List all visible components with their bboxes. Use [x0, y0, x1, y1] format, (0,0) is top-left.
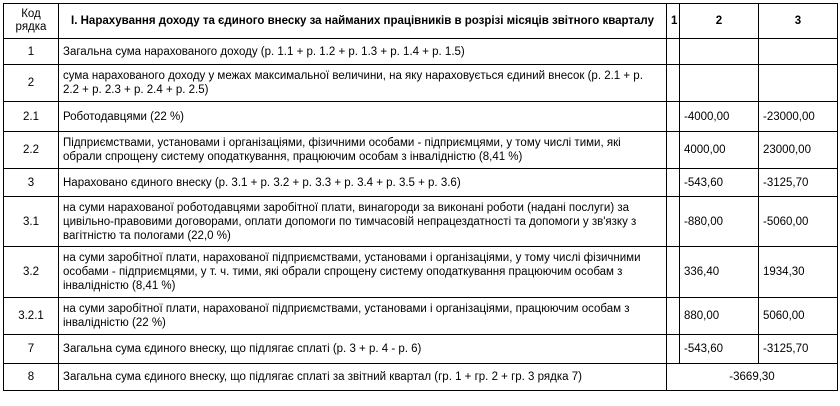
header-col2: 2	[680, 4, 759, 39]
row-col2	[680, 65, 759, 102]
contribution-table	[3, 3, 838, 391]
table-row	[4, 298, 838, 335]
row-col1	[667, 197, 680, 247]
row-col3: -3125,70	[759, 335, 838, 364]
row-col2: -543,60	[680, 169, 759, 197]
table-row	[4, 335, 838, 364]
row-description: Підприємствами, установами і організаціями, фізичними особами - підприємцями, у тому числі тими, які обрали спрощену систему оподаткування, працюючим особам з інвалідністю (8,41 %)	[59, 132, 667, 169]
table-row	[4, 169, 838, 197]
header-col3: 3	[759, 4, 838, 39]
row-col2: -4000,00	[680, 102, 759, 132]
row-code: 1	[4, 39, 59, 65]
row-description: на суми нарахованої роботодавцями заробітної плати, винагороди за виконані роботи (надані послуги) за цивільно-правовими договорами, оплати допомоги по тимчасовій непрацездатності та допомоги у зв'язку з вагітністю та пологами (22,0 %)	[59, 197, 667, 247]
row-col2: -543,60	[680, 335, 759, 364]
row-col1	[667, 132, 680, 169]
row-col1	[667, 247, 680, 298]
row-col3: -5060,00	[759, 197, 838, 247]
total-row	[4, 364, 838, 391]
row-code: 7	[4, 335, 59, 364]
row-col1	[667, 102, 680, 132]
total-description: Загальна сума єдиного внеску, що підлягає сплаті за звітний квартал (гр. 1 + гр. 2 + гр. 3 рядка 7)	[59, 364, 667, 391]
row-col3: -23000,00	[759, 102, 838, 132]
row-description: сума нарахованого доходу у межах максимальної величини, на яку нараховується єдиний внесок (р. 2.1 + р. 2.2 + р. 2.3 + р. 2.4 + р. 2.5)	[59, 65, 667, 102]
table-row	[4, 132, 838, 169]
row-col1	[667, 39, 680, 65]
row-description: Нараховано єдиного внеску (р. 3.1 + р. 3.2 + р. 3.3 + р. 3.4 + р. 3.5 + р. 3.6)	[59, 169, 667, 197]
row-col1	[667, 169, 680, 197]
row-col1	[667, 65, 680, 102]
table-row	[4, 39, 838, 65]
row-col3	[759, 39, 838, 65]
row-col3: -3125,70	[759, 169, 838, 197]
row-col2: 336,40	[680, 247, 759, 298]
row-code: 2.2	[4, 132, 59, 169]
row-col3: 1934,30	[759, 247, 838, 298]
row-code: 3	[4, 169, 59, 197]
row-description: Загальна сума єдиного внеску, що підлягає сплаті (р. 3 + р. 4 - р. 6)	[59, 335, 667, 364]
row-col3: 5060,00	[759, 298, 838, 335]
row-col2: 880,00	[680, 298, 759, 335]
row-description: Загальна сума нарахованого доходу (р. 1.1 + р. 1.2 + р. 1.3 + р. 1.4 + р. 1.5)	[59, 39, 667, 65]
header-row	[4, 4, 838, 39]
header-col1: 1	[667, 4, 680, 39]
table-row	[4, 197, 838, 247]
row-code: 2	[4, 65, 59, 102]
row-col2: 4000,00	[680, 132, 759, 169]
row-code: 3.2.1	[4, 298, 59, 335]
row-col2: -880,00	[680, 197, 759, 247]
row-code: 3.2	[4, 247, 59, 298]
row-description: на суми заробітної плати, нарахованої підприємствами, установами і організаціями, у тому числі фізичними особами - підприємцями, у т. ч. тими, які обрали спрощену систему оподаткування працюючим особам з інвалідністю (8,41 %)	[59, 247, 667, 298]
row-col3	[759, 65, 838, 102]
row-code: 2.1	[4, 102, 59, 132]
row-description: Роботодавцями (22 %)	[59, 102, 667, 132]
row-code: 3.1	[4, 197, 59, 247]
row-col3: 23000,00	[759, 132, 838, 169]
row-description: на суми заробітної плати, нарахованої підприємствами, установами і організаціями, працюючим особам з інвалідністю (22 %)	[59, 298, 667, 335]
row-col2	[680, 39, 759, 65]
row-col1	[667, 335, 680, 364]
table-row	[4, 102, 838, 132]
total-value: -3669,30	[667, 364, 838, 391]
header-title: I. Нарахування доходу та єдиного внеску за найманих працівників в розрізі місяців звітного кварталу	[59, 4, 667, 39]
table-row	[4, 65, 838, 102]
total-code: 8	[4, 364, 59, 391]
header-code: Код рядка	[4, 4, 59, 39]
table-row	[4, 247, 838, 298]
row-col1	[667, 298, 680, 335]
